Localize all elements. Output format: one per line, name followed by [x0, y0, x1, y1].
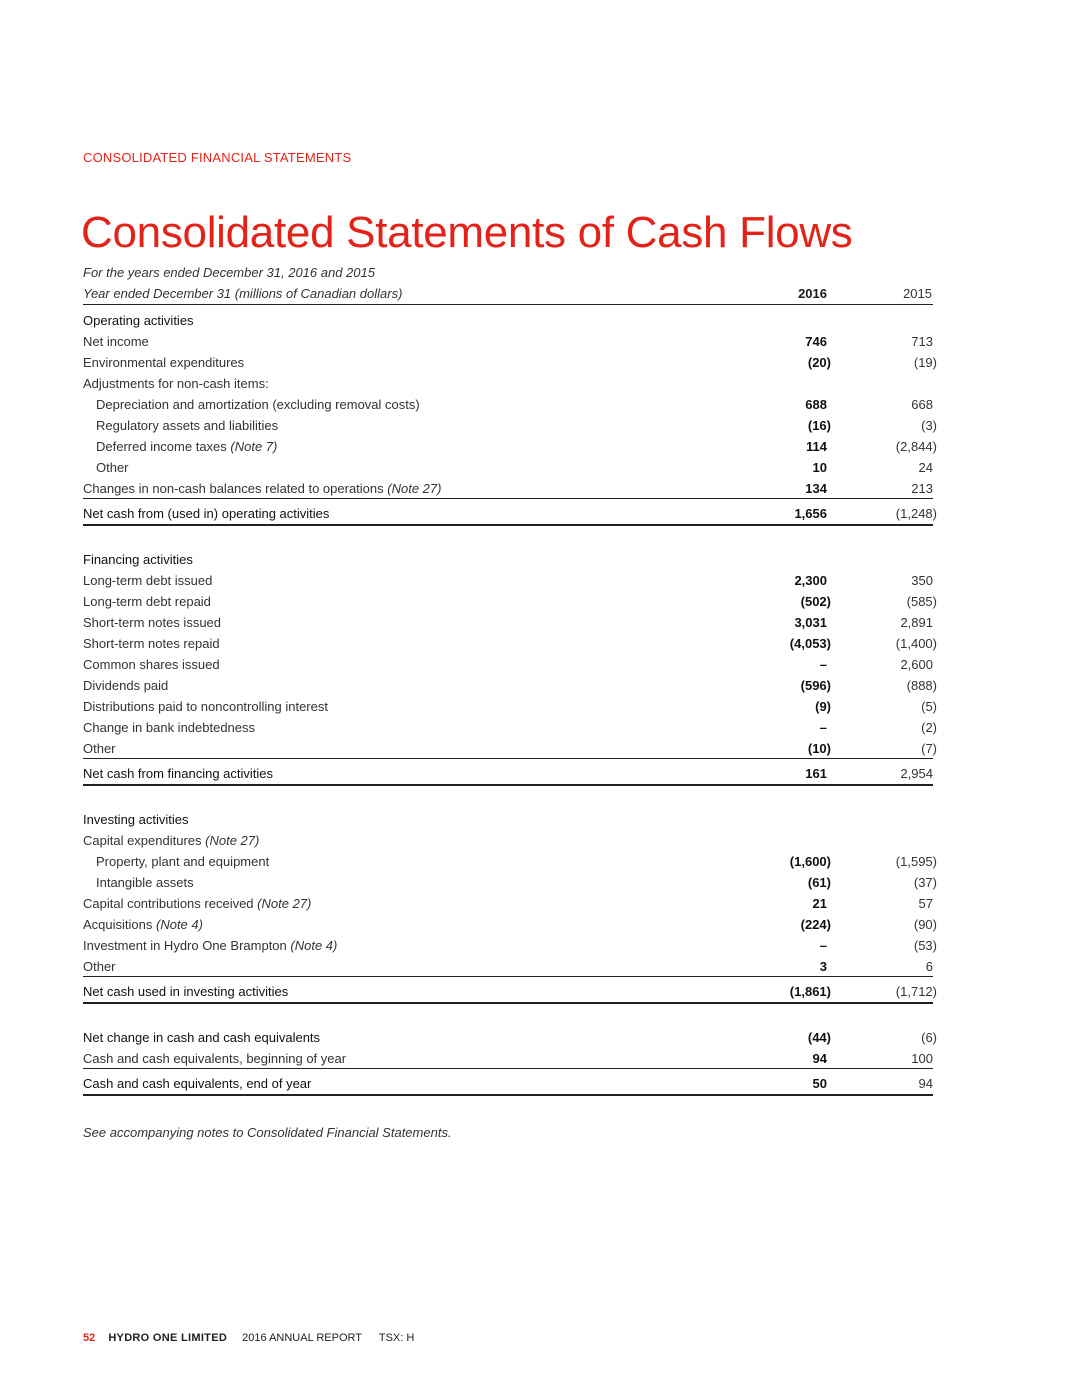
- value-2015: 713: [911, 334, 933, 349]
- value-2015: (2): [921, 720, 937, 735]
- table-row: [83, 654, 937, 675]
- row-label-text: Operating activities: [83, 313, 194, 328]
- value-2015: 94: [918, 1076, 933, 1091]
- value-2015: (53): [913, 938, 937, 953]
- row-label: [83, 612, 221, 633]
- row-label-text: Changes in non-cash balances related to operations: [83, 481, 384, 496]
- table-row: [83, 738, 937, 759]
- row-label-text: Other: [96, 460, 129, 475]
- row-label: [83, 654, 220, 675]
- value-2015: 668: [911, 397, 933, 412]
- table-row: [83, 893, 937, 914]
- row-label-text: Dividends paid: [83, 678, 169, 693]
- value-2016: 688: [805, 397, 827, 412]
- value-2016: (596): [800, 678, 831, 693]
- table-row: [83, 1027, 937, 1048]
- total-row: [83, 759, 937, 785]
- row-label: [83, 830, 259, 851]
- value-2016: 10: [812, 460, 827, 475]
- row-label: [83, 1048, 346, 1069]
- value-2016: –: [819, 938, 827, 953]
- value-2016: 1,656: [794, 506, 827, 521]
- value-2015: 100: [911, 1051, 933, 1066]
- value-2015: 350: [911, 573, 933, 588]
- table-row: [83, 352, 937, 373]
- table-row: [83, 591, 937, 612]
- table-row: [83, 851, 937, 872]
- value-2015: 2,891: [900, 615, 933, 630]
- row-label-text: Investing activities: [83, 812, 189, 827]
- row-label-text: Financing activities: [83, 552, 193, 567]
- column-header-2016: 2016: [798, 286, 827, 301]
- table-row: [83, 612, 937, 633]
- row-spacer: [83, 785, 937, 809]
- row-label: [83, 373, 269, 394]
- row-label-text: Adjustments for non-cash items:: [83, 376, 269, 391]
- value-2016: (224): [800, 917, 831, 932]
- value-2016: (20): [807, 355, 831, 370]
- value-2016: –: [819, 720, 827, 735]
- value-2016: 21: [812, 896, 827, 911]
- column-header: [83, 286, 933, 305]
- row-label: [83, 549, 193, 570]
- page-footer: [83, 1332, 414, 1344]
- value-2016: 134: [805, 481, 827, 496]
- row-label: [83, 478, 441, 499]
- value-2016: (502): [800, 594, 831, 609]
- note-reference: (Note 27): [387, 481, 442, 496]
- note-reference: (Note 27): [257, 896, 312, 911]
- row-label: [83, 1069, 311, 1099]
- cash-flow-table: [83, 310, 937, 1095]
- row-label: [83, 738, 116, 759]
- row-label-text: Environmental expenditures: [83, 355, 245, 370]
- row-label: [83, 570, 212, 591]
- value-2015: 24: [918, 460, 933, 475]
- value-2016: (1,600): [789, 854, 831, 869]
- row-label-text: Cash and cash equivalents, beginning of year: [83, 1051, 347, 1066]
- row-label: [83, 717, 255, 738]
- row-label: [83, 809, 189, 830]
- row-label-text: Deferred income taxes: [96, 439, 227, 454]
- row-label-text: Net cash used in investing activities: [83, 984, 289, 999]
- section-label: CONSOLIDATED FINANCIAL STATEMENTS: [83, 150, 352, 165]
- value-2015: (1,400): [895, 636, 937, 651]
- row-spacer: [83, 1003, 937, 1027]
- table-row: [83, 872, 937, 893]
- value-2016: (4,053): [789, 636, 831, 651]
- row-label: [83, 935, 337, 956]
- row-label-text: Short-term notes repaid: [83, 636, 220, 651]
- table-row: [83, 914, 937, 935]
- row-label-text: Investment in Hydro One Brampton: [83, 938, 287, 953]
- row-label-text: Other: [83, 741, 116, 756]
- value-2015: (1,595): [895, 854, 937, 869]
- table-row: [83, 394, 937, 415]
- row-label-text: Short-term notes issued: [83, 615, 222, 630]
- row-label: [96, 872, 194, 893]
- page-title: Consolidated Statements of Cash Flows: [81, 208, 853, 257]
- row-label: [83, 310, 194, 331]
- column-header-2015: 2015: [903, 286, 932, 301]
- value-2016: 50: [812, 1076, 827, 1091]
- row-label: [83, 675, 168, 696]
- row-label-text: Common shares issued: [83, 657, 220, 672]
- table-row: [83, 331, 937, 352]
- value-2015: (5): [921, 699, 937, 714]
- total-row: [83, 1069, 937, 1095]
- row-label: [83, 696, 328, 717]
- row-spacer: [83, 525, 937, 549]
- table-row: [83, 830, 937, 851]
- column-header-label: Year ended December 31 (millions of Canadian dollars): [83, 286, 403, 301]
- footnote: See accompanying notes to Consolidated Financial Statements.: [83, 1125, 452, 1140]
- row-label-text: Other: [83, 959, 116, 974]
- table-row: [83, 478, 937, 499]
- row-label: [83, 893, 311, 914]
- value-2016: (9): [815, 699, 831, 714]
- value-2015: (90): [913, 917, 937, 932]
- table-row: [83, 310, 937, 331]
- value-2015: 2,600: [900, 657, 933, 672]
- note-reference: (Note 4): [290, 938, 338, 953]
- row-label-text: Distributions paid to noncontrolling interest: [83, 699, 328, 714]
- total-row: [83, 499, 937, 525]
- value-2016: (10): [807, 741, 831, 756]
- row-label: [83, 352, 244, 373]
- row-label: [96, 415, 278, 436]
- row-label: [83, 914, 203, 935]
- table-row: [83, 373, 937, 394]
- value-2016: 3: [819, 959, 827, 974]
- value-2016: 746: [805, 334, 827, 349]
- value-2016: 3,031: [794, 615, 827, 630]
- table-row: [83, 457, 937, 478]
- value-2015: (1,248): [895, 506, 937, 521]
- value-2015: (6): [921, 1030, 937, 1045]
- note-reference: (Note 27): [205, 833, 260, 848]
- table-row: [83, 415, 937, 436]
- row-label-text: Capital expenditures: [83, 833, 202, 848]
- note-reference: (Note 7): [230, 439, 278, 454]
- value-2015: (1,712): [895, 984, 937, 999]
- table-row: [83, 956, 937, 977]
- table-row: [83, 717, 937, 738]
- value-2015: 57: [918, 896, 933, 911]
- table-row: [83, 1048, 937, 1069]
- row-label: [83, 633, 220, 654]
- table-row: [83, 549, 937, 570]
- row-label-text: Net cash from financing activities: [83, 766, 274, 781]
- row-label: [83, 956, 116, 977]
- row-label: [96, 851, 269, 872]
- value-2015: (19): [913, 355, 937, 370]
- value-2015: (585): [906, 594, 937, 609]
- value-2015: 2,954: [900, 766, 933, 781]
- value-2016: 114: [806, 439, 827, 454]
- row-label-text: Capital contributions received: [83, 896, 254, 911]
- row-label-text: Cash and cash equivalents, end of year: [83, 1076, 312, 1091]
- value-2016: 2,300: [794, 573, 827, 588]
- row-label-text: Long-term debt issued: [83, 573, 213, 588]
- table-row: [83, 809, 937, 830]
- total-row: [83, 977, 937, 1003]
- row-label: [96, 436, 277, 457]
- report-name: 2016 ANNUAL REPORT: [242, 1332, 362, 1344]
- value-2015: (7): [921, 741, 937, 756]
- value-2016: (61): [807, 875, 831, 890]
- table-row: [83, 436, 937, 457]
- row-label: [83, 331, 149, 352]
- row-label-text: Net income: [83, 334, 149, 349]
- row-label-text: Long-term debt repaid: [83, 594, 211, 609]
- table-row: [83, 696, 937, 717]
- page-number: 52: [83, 1332, 96, 1344]
- note-reference: (Note 4): [156, 917, 203, 932]
- value-2016: (16): [807, 418, 831, 433]
- value-2015: (2,844): [895, 439, 937, 454]
- row-label-text: Property, plant and equipment: [96, 854, 270, 869]
- row-label-text: Net change in cash and cash equivalents: [83, 1030, 321, 1045]
- value-2015: (37): [913, 875, 937, 890]
- table-row: [83, 570, 937, 591]
- row-label: [96, 394, 420, 415]
- value-2016: 161: [805, 766, 827, 781]
- value-2016: (1,861): [789, 984, 831, 999]
- row-label-text: Intangible assets: [96, 875, 194, 890]
- row-label: [96, 457, 129, 478]
- company-name: HYDRO ONE LIMITED: [108, 1332, 228, 1344]
- value-2016: 94: [812, 1051, 827, 1066]
- row-label: [83, 591, 211, 612]
- row-label: [83, 1027, 320, 1048]
- row-label-text: Net cash from (used in) operating activities: [83, 506, 330, 521]
- row-label-text: Depreciation and amortization (excluding removal costs): [96, 397, 420, 412]
- value-2015: (3): [921, 418, 937, 433]
- value-2016: –: [819, 657, 827, 672]
- table-row: [83, 675, 937, 696]
- value-2015: (888): [906, 678, 937, 693]
- value-2016: (44): [807, 1030, 831, 1045]
- table-row: [83, 633, 937, 654]
- row-label-text: Regulatory assets and liabilities: [96, 418, 279, 433]
- page-subtitle: For the years ended December 31, 2016 and 2015: [83, 265, 375, 280]
- table-row: [83, 935, 937, 956]
- value-2015: 213: [911, 481, 933, 496]
- ticker: TSX: H: [378, 1332, 415, 1344]
- row-label-text: Acquisitions: [83, 917, 153, 932]
- row-label-text: Change in bank indebtedness: [83, 720, 256, 735]
- value-2015: 6: [925, 959, 933, 974]
